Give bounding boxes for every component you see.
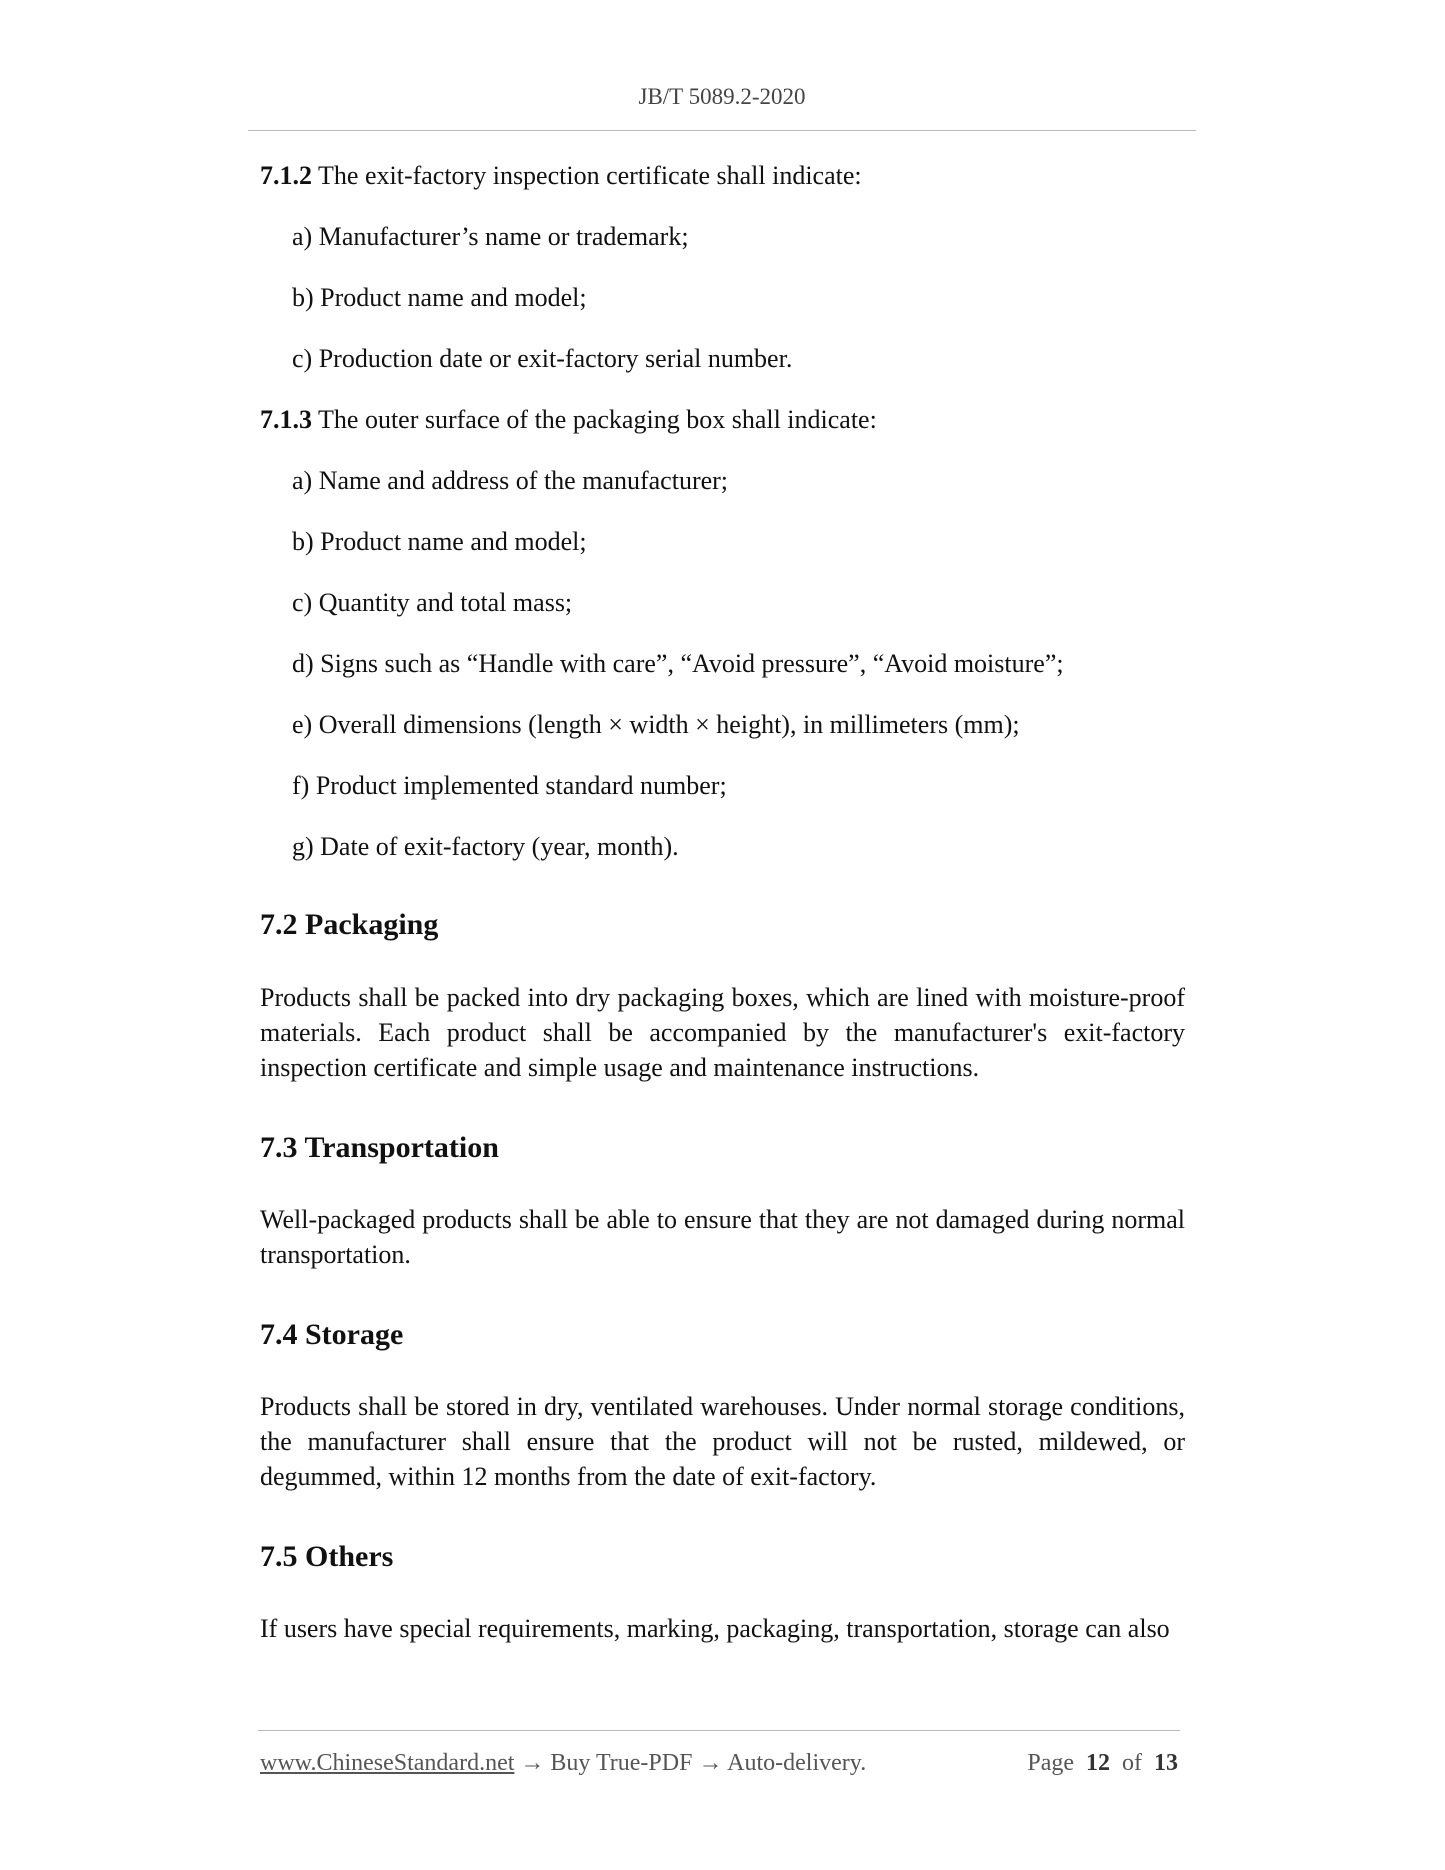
page-header: JB/T 5089.2-2020: [638, 84, 806, 109]
list-item: g) Date of exit-factory (year, month).: [292, 832, 679, 861]
section-text-transportation: Well-packaged products shall be able to ensure that they are not damaged during normal transportation.: [260, 1205, 1185, 1269]
section-text-storage: Products shall be stored in dry, ventilated warehouses. Under normal storage conditions, the manufacturer shall ensure that the product will not be rusted, mildewed, or degummed, within 12 months from the date of exit-factory.: [260, 1392, 1185, 1491]
page-current: 12: [1086, 1750, 1110, 1776]
clause-number: 7.1.3: [260, 405, 312, 434]
list-item: a) Name and address of the manufacturer;: [292, 466, 729, 495]
list-item: c) Quantity and total mass;: [292, 588, 573, 617]
list-item: b) Product name and model;: [292, 527, 587, 556]
list-item: f) Product implemented standard number;: [292, 771, 727, 800]
page-body: [260, 158, 1185, 1646]
clause-7-1-3: [260, 402, 1185, 438]
page-footer: [260, 1750, 1178, 1782]
page-label: Page: [1027, 1750, 1074, 1776]
section-text-packaging: Products shall be packed into dry packaging boxes, which are lined with moisture-proof materials. Each product shall be accompanied by the manufacturer's exit-factory inspection certificate and simple usage and maintenance instructions.: [260, 983, 1185, 1082]
clause-7-1-2-list: [260, 219, 1185, 377]
section-heading-storage: 7.4 Storage: [260, 1318, 404, 1351]
website-link[interactable]: www.ChineseStandard.net: [260, 1750, 515, 1776]
clause-number: 7.1.2: [260, 161, 312, 190]
arrow-right-icon: →: [698, 1750, 723, 1776]
of-label: of: [1122, 1750, 1142, 1776]
page-number: [1027, 1750, 1178, 1777]
clause-text: The outer surface of the packaging box shall indicate:: [312, 405, 877, 434]
list-item: d) Signs such as “Handle with care”, “Avoid pressure”, “Avoid moisture”;: [292, 649, 1064, 678]
buy-pdf-text: Buy True-PDF: [550, 1750, 693, 1776]
section-heading-others: 7.5 Others: [260, 1540, 394, 1573]
footer-divider: [258, 1730, 1180, 1731]
section-text-others: If users have special requirements, marking, packaging, transportation, storage can also: [260, 1614, 1170, 1643]
page-total: 13: [1154, 1750, 1178, 1776]
footer-promo: [260, 1750, 866, 1777]
clause-7-1-2: [260, 158, 1185, 194]
clause-text: The exit-factory inspection certificate shall indicate:: [312, 161, 862, 190]
list-item: c) Production date or exit-factory serial number.: [292, 344, 793, 373]
list-item: e) Overall dimensions (length × width × height), in millimeters (mm);: [292, 710, 1020, 739]
auto-delivery-text: Auto-delivery.: [727, 1750, 867, 1776]
section-heading-transportation: 7.3 Transportation: [260, 1131, 499, 1164]
list-item: b) Product name and model;: [292, 283, 587, 312]
header-divider: [248, 130, 1196, 131]
clause-7-1-3-list: [260, 463, 1185, 865]
section-heading-packaging: 7.2 Packaging: [260, 908, 439, 941]
list-item: a) Manufacturer’s name or trademark;: [292, 222, 689, 251]
arrow-right-icon: →: [520, 1750, 545, 1776]
